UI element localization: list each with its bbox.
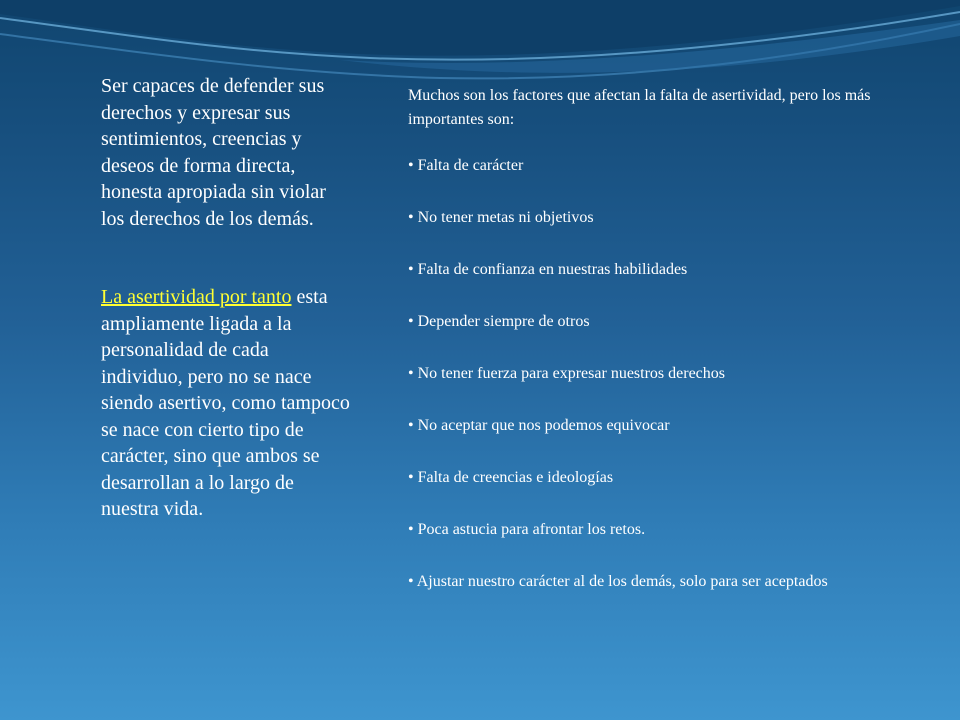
factor-item: • Ajustar nuestro carácter al de los demás, solo para ser aceptados bbox=[408, 573, 828, 590]
assertiveness-link[interactable]: La asertividad por tanto bbox=[101, 286, 292, 308]
left-text-column bbox=[101, 73, 351, 523]
factor-item: • Falta de carácter bbox=[408, 157, 524, 174]
right-text-column bbox=[408, 84, 888, 594]
factors-list bbox=[408, 154, 888, 594]
factor-item: • Poca astucia para afrontar los retos. bbox=[408, 521, 646, 538]
assertiveness-paragraph-text: esta ampliamente ligada a la personalidad de cada individuo, pero no se nace siendo asertivo, como tampoco se nace con cierto tipo de carácter, sino que ambos se desarrollan a lo largo de nuestra vida. bbox=[101, 286, 350, 520]
factor-item: • Falta de confianza en nuestras habilidades bbox=[408, 261, 688, 278]
factor-item: • No aceptar que nos podemos equivocar bbox=[408, 417, 670, 434]
factor-item: • No tener metas ni objetivos bbox=[408, 209, 594, 226]
factor-item: • Depender siempre de otros bbox=[408, 313, 590, 330]
definition-paragraph: Ser capaces de defender sus derechos y expresar sus sentimientos, creencias y deseos de forma directa, honesta apropiada sin violar los derechos de los demás. bbox=[101, 75, 326, 230]
factor-item: • Falta de creencias e ideologías bbox=[408, 469, 614, 486]
factor-item: • No tener fuerza para expresar nuestros derechos bbox=[408, 365, 725, 382]
factors-intro: Muchos son los factores que afectan la falta de asertividad, pero los más importantes son: bbox=[408, 87, 871, 128]
assertiveness-paragraph bbox=[101, 284, 351, 523]
